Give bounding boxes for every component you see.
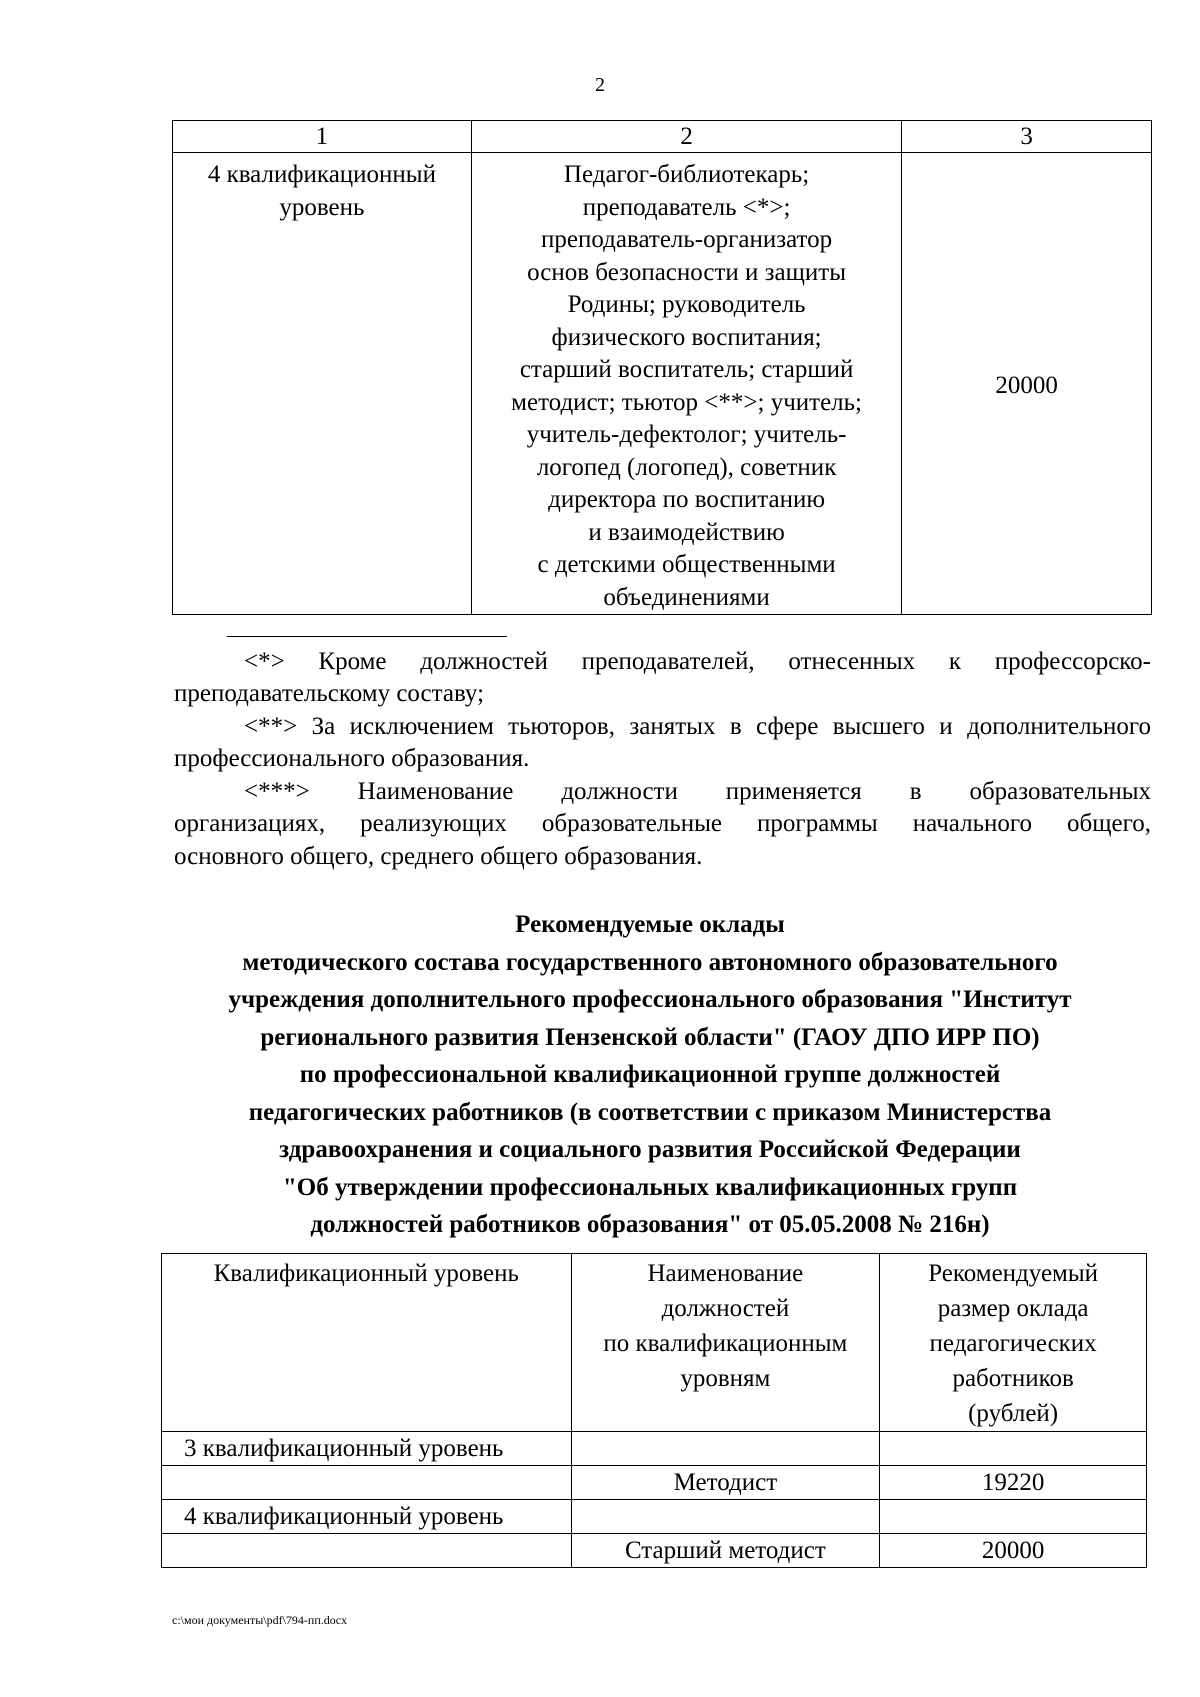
- title-line: по профессиональной квалификационной группе должностей: [299, 1061, 1001, 1088]
- salary-cell: [880, 1432, 1147, 1466]
- header-line: Рекомендуемый: [928, 1260, 1099, 1287]
- cell-line: 4 квалификационный: [207, 161, 436, 188]
- positions-cell: [471, 153, 902, 615]
- column-number-3: 3: [902, 121, 1152, 153]
- methodist-salary-table: [161, 1253, 1147, 1568]
- level-cell: 4 квалификационный уровень: [162, 1500, 572, 1534]
- header-line: должностей: [661, 1295, 790, 1322]
- level-cell: 3 квалификационный уровень: [162, 1432, 572, 1466]
- title-line: методического состава государственного автономного образовательного: [242, 948, 1058, 976]
- title-line: должностей работников образования" от 05.05.2008 № 216н): [310, 1211, 990, 1238]
- salary-cell: 20000: [902, 153, 1152, 615]
- footnote-separator: [227, 636, 507, 637]
- cell-line: Педагог-библиотекарь;: [563, 161, 810, 188]
- cell-line: преподаватель-организатор: [541, 226, 833, 253]
- header-line: (рублей): [968, 1400, 1059, 1427]
- salary-cell: 19220: [880, 1466, 1147, 1500]
- table-row: [162, 1534, 1147, 1568]
- title-line: Рекомендуемые оклады: [515, 911, 785, 938]
- qualification-level-cell: [173, 153, 472, 615]
- position-cell: [571, 1432, 880, 1466]
- cell-line: старший воспитатель; старший: [519, 356, 854, 383]
- cell-line: с детскими общественными: [537, 551, 836, 578]
- title-line: учреждения дополнительного профессионального образования "Институт: [228, 986, 1072, 1013]
- title-line: "Об утверждении профессиональных квалификационных групп: [282, 1173, 1018, 1201]
- table-row: [173, 153, 1152, 615]
- table-row: [162, 1432, 1147, 1466]
- header-line: по квалификационным: [603, 1330, 848, 1357]
- cell-line: объединениями: [603, 583, 770, 611]
- salary-cell: 20000: [880, 1534, 1147, 1568]
- footnote-2-line-2: профессионального образования.: [174, 745, 530, 772]
- header-line: Наименование: [647, 1260, 804, 1287]
- page-number: 2: [595, 74, 605, 96]
- header-position-names: [571, 1254, 880, 1432]
- level-cell: [162, 1534, 572, 1568]
- position-cell: Методист: [571, 1466, 880, 1500]
- position-cell: Старший методист: [571, 1534, 880, 1568]
- header-line: размер оклада: [937, 1295, 1089, 1322]
- header-line: педагогических: [929, 1330, 1097, 1357]
- header-line: уровням: [680, 1365, 771, 1392]
- cell-line: учитель-дефектолог; учитель-: [526, 421, 847, 448]
- footnote-2-line-1: <**> За исключением тьюторов, занятых в сфере высшего и дополнительного: [244, 713, 1151, 740]
- table-row: [162, 1466, 1147, 1500]
- column-number-1: 1: [173, 121, 472, 153]
- header-line: работников: [952, 1365, 1074, 1392]
- footnote-1-line-1: <*> Кроме должностей преподавателей, отнесенных к профессорско-: [244, 648, 1151, 675]
- column-number-2: 2: [471, 121, 902, 153]
- cell-line: логопед (логопед), советник: [536, 453, 837, 481]
- footnote-3-line-2: организациях, реализующих образовательные программы начального общего,: [174, 810, 1151, 837]
- cell-line: основ безопасности и защиты: [527, 258, 847, 286]
- file-path-footer: c:\мои документы\pdf\794-пп.docx: [172, 1613, 348, 1627]
- table-row: [162, 1500, 1147, 1534]
- cell-line: методист; тьютор <**>; учитель;: [511, 388, 862, 416]
- table-header-row: [162, 1254, 1147, 1432]
- footnote-3-line-3: основного общего, среднего общего образования.: [174, 843, 703, 870]
- cell-line: преподаватель <*>;: [582, 193, 791, 221]
- cell-line: физического воспитания;: [551, 323, 822, 351]
- level-cell: [162, 1466, 572, 1500]
- title-line: здравоохранения и социального развития Российской Федерации: [279, 1136, 1021, 1163]
- header-recommended-salary: [880, 1254, 1147, 1432]
- title-line: регионального развития Пензенской области" (ГАОУ ДПО ИРР ПО): [260, 1023, 1040, 1051]
- cell-line: и взаимодействию: [588, 518, 785, 546]
- title-line: педагогических работников (в соответствии с приказом Министерства: [248, 1098, 1052, 1126]
- cell-line: Родины; руководитель: [567, 291, 806, 318]
- salary-table-continued: [172, 120, 1152, 615]
- cell-line: уровень: [279, 193, 365, 221]
- position-cell: [571, 1500, 880, 1534]
- footnote-3-line-1: <***> Наименование должности применяется в образовательных: [244, 778, 1151, 805]
- section-title: [150, 906, 1150, 1244]
- header-line: Квалификационный уровень: [213, 1260, 519, 1287]
- cell-line: директора по воспитанию: [548, 486, 826, 513]
- salary-cell: [880, 1500, 1147, 1534]
- footnote-1-line-2: преподавательскому составу;: [174, 680, 485, 707]
- header-qualification-level: [162, 1254, 572, 1432]
- table-header-row: [173, 121, 1152, 153]
